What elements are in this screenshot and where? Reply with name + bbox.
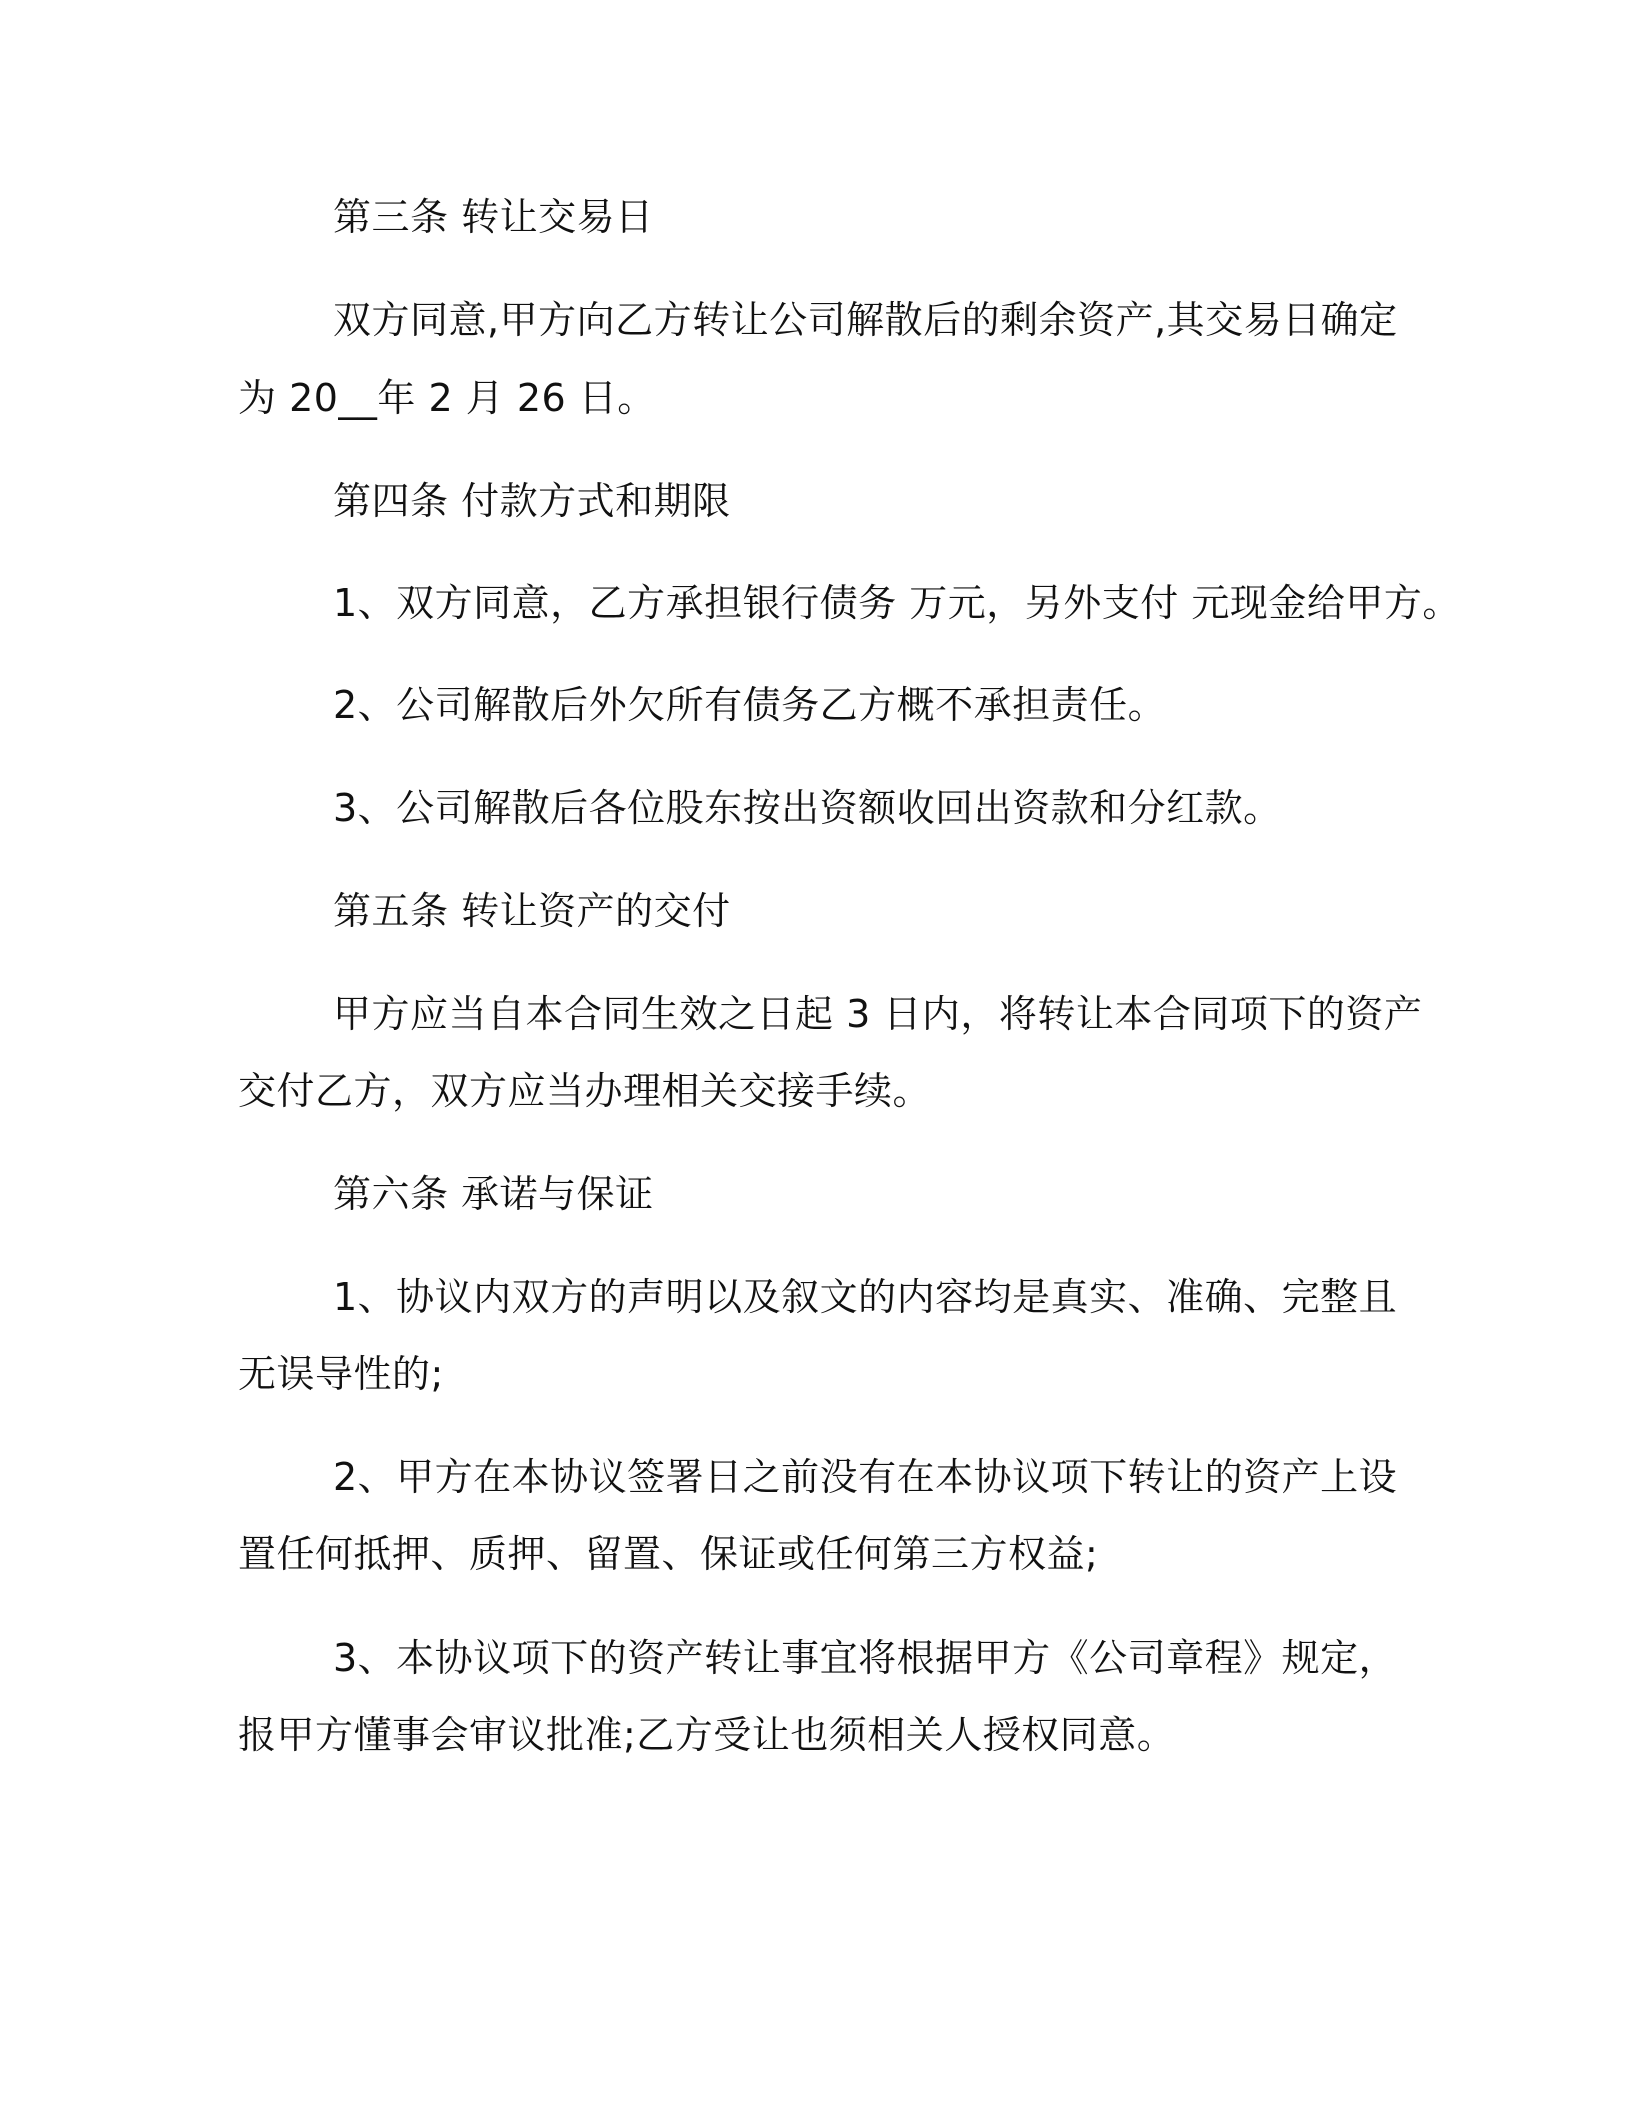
article-3-heading: 第三条 转让交易日 [333,195,654,239]
article-4-item-1: 1、双方同意，乙方承担银行债务 万元，另外支付 元现金给甲方。 [333,581,1461,625]
article-6-item-3-line-1: 3、本协议项下的资产转让事宜将根据甲方《公司章程》规定， [333,1636,1398,1680]
article-3-body-line-2: 为 20__年 2 月 26 日。 [238,376,656,420]
article-4-item-2: 2、公司解散后外欠所有债务乙方概不承担责任。 [333,683,1167,727]
article-6-heading: 第六条 承诺与保证 [333,1172,654,1216]
article-6-item-1-line-2: 无误导性的; [238,1352,444,1396]
article-6-item-1-line-1: 1、协议内双方的声明以及叙文的内容均是真实、准确、完整且 [333,1275,1398,1319]
article-5-body-line-2: 交付乙方，双方应当办理相关交接手续。 [238,1069,932,1113]
article-3-body-line-1: 双方同意,甲方向乙方转让公司解散后的剩余资产,其交易日确定 [333,298,1398,342]
article-6-item-2-line-2: 置任何抵押、质押、留置、保证或任何第三方权益; [238,1532,1099,1576]
article-4-heading: 第四条 付款方式和期限 [333,479,731,523]
article-6-item-2-line-1: 2、甲方在本协议签署日之前没有在本协议项下转让的资产上设 [333,1455,1398,1499]
article-5-heading: 第五条 转让资产的交付 [333,889,731,933]
article-6-item-3-line-2: 报甲方懂事会审议批准;乙方受让也须相关人授权同意。 [238,1713,1176,1757]
article-4-item-3: 3、公司解散后各位股东按出资额收回出资款和分红款。 [333,786,1282,830]
article-5-body-line-1: 甲方应当自本合同生效之日起 3 日内，将转让本合同项下的资产 [333,992,1423,1036]
